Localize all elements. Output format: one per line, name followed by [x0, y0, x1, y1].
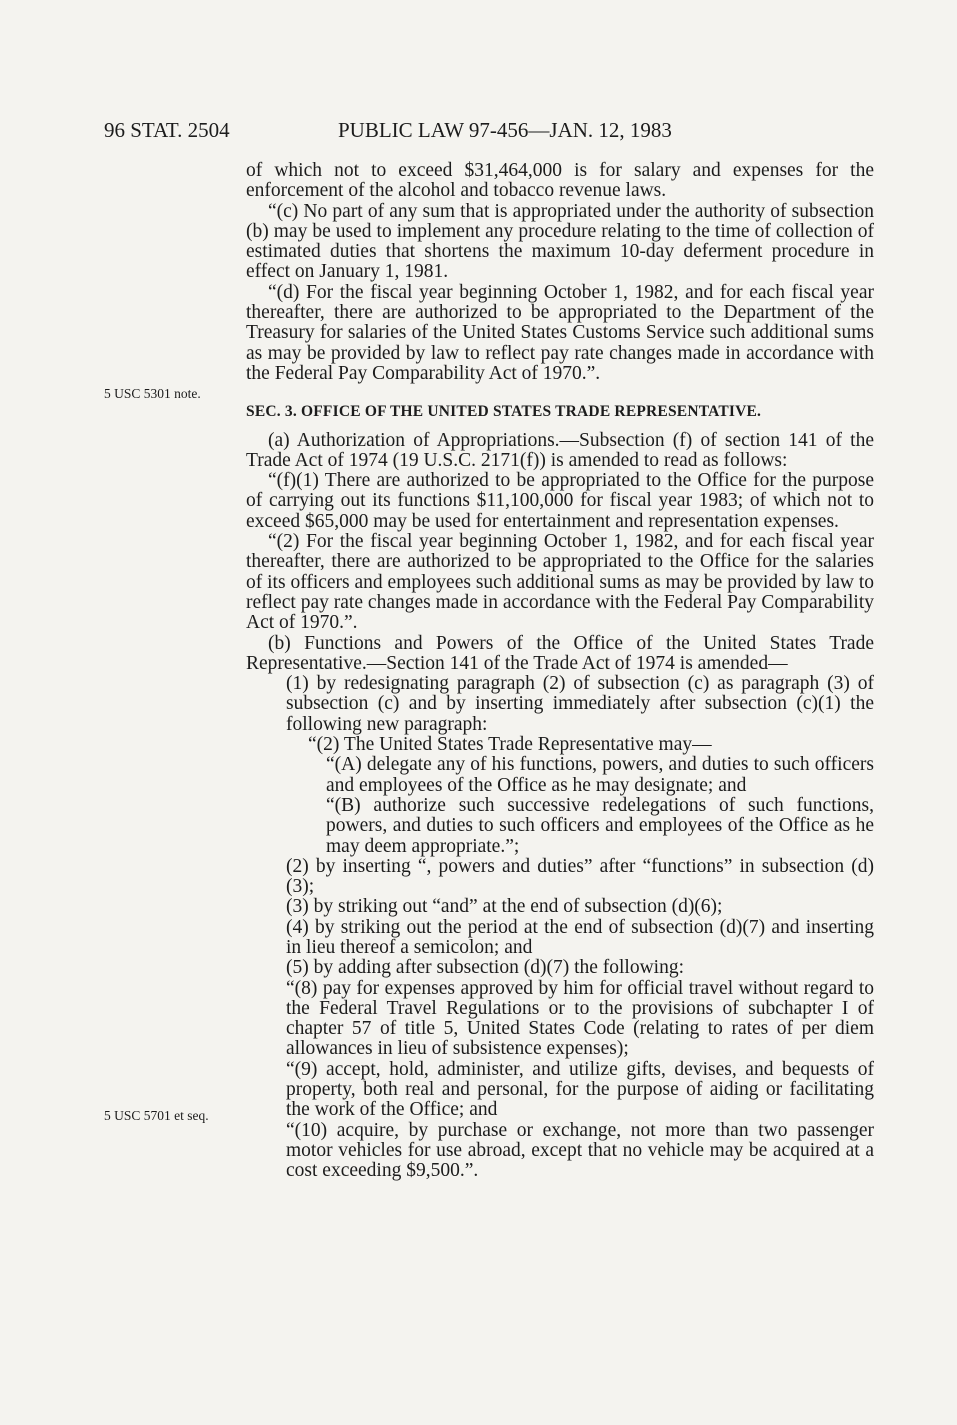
- paragraph: “(c) No part of any sum that is appropriated under the authority of subsection (b) may be used to implement any procedure relating to the time of collection of estimated duties that shortens the maximum 10-day deferment procedure in effect on January 1, 1981.: [246, 200, 874, 283]
- paragraph: “(2) For the fiscal year beginning October 1, 1982, and for each fiscal year thereafter, there are authorized to be appropriated to the Office for the salaries of its officers and employees such additional sums as may be provided by law to reflect pay rate changes made in accordance with the Federal Pay Comparability Act of 1970.”.: [246, 531, 874, 634]
- statute-page-number: 96 STAT. 2504: [104, 118, 230, 142]
- paragraph: (2) by inserting “, powers and duties” after “functions” in subsection (d)(3);: [286, 855, 874, 898]
- paragraph: of which not to exceed $31,464,000 is for salary and expenses for the enforcement of the alcohol and tobacco revenue laws.: [246, 160, 874, 202]
- paragraph: (1) by redesignating paragraph (2) of subsection (c) as paragraph (3) of subsection (c) and by inserting immediately after subsection (c)(1) the following new paragraph:: [286, 673, 874, 735]
- paragraph: (4) by striking out the period at the end of subsection (d)(7) and inserting in lieu thereof a semicolon; and: [286, 916, 874, 958]
- section-heading: SEC. 3. OFFICE OF THE UNITED STATES TRADE REPRESENTATIVE.: [246, 403, 762, 421]
- paragraph: “(8) pay for expenses approved by him for official travel without regard to the Federal Travel Regulations or to the provisions of subchapter I of chapter 57 of title 5, United States Code (relating to rates of per diem allowances in lieu of subsistence expenses);: [286, 977, 874, 1060]
- paragraph: (a) Authorization of Appropriations.—Subsection (f) of section 141 of the Trade Act of 1974 (19 U.S.C. 2171(f)) is amended to read as follows:: [246, 429, 874, 471]
- paragraph: “(f)(1) There are authorized to be appropriated to the Office for the purpose of carrying out its functions $11,100,000 for fiscal year 1983; of which not to exceed $65,000 may be used for entertainment and representation expenses.: [246, 470, 874, 532]
- paragraph: “(9) accept, hold, administer, and utilize gifts, devises, and bequests of property, both real and personal, for the purpose of aiding or facilitating the work of the Office; and: [286, 1058, 874, 1121]
- paragraph: “(d) For the fiscal year beginning October 1, 1982, and for each fiscal year thereafter, there are authorized to be appropriated to the Department of the Treasury for salaries of the United States Customs Service such additional sums as may be provided by law to reflect pay rate changes made in accordance with the Federal Pay Comparability Act of 1970.”.: [246, 281, 874, 384]
- margin-note: 5 USC 5301 note.: [104, 386, 201, 401]
- paragraph: “(B) authorize such successive redelegations of such functions, powers, and duties to such officers and employees of the Office as he may deem appropriate.”;: [326, 794, 874, 857]
- margin-note: 5 USC 5701 et seq.: [104, 1108, 209, 1123]
- paragraph: (5) by adding after subsection (d)(7) the following:: [286, 957, 685, 979]
- paragraph: “(A) delegate any of his functions, powers, and duties to such officers and employees of the Office as he may designate; and: [326, 754, 874, 796]
- running-header: PUBLIC LAW 97-456—JAN. 12, 1983: [338, 118, 672, 142]
- body-text: [246, 161, 874, 1182]
- paragraph: (3) by striking out “and” at the end of subsection (d)(6);: [286, 896, 723, 918]
- paragraph: (b) Functions and Powers of the Office of the United States Trade Representative.—Section 141 of the Trade Act of 1974 is amended—: [246, 632, 874, 674]
- paragraph: “(2) The United States Trade Representative may—: [308, 734, 712, 756]
- paragraph: “(10) acquire, by purchase or exchange, not more than two passenger motor vehicles for use abroad, except that no vehicle may be acquired at a cost exceeding $9,500.”.: [286, 1119, 874, 1182]
